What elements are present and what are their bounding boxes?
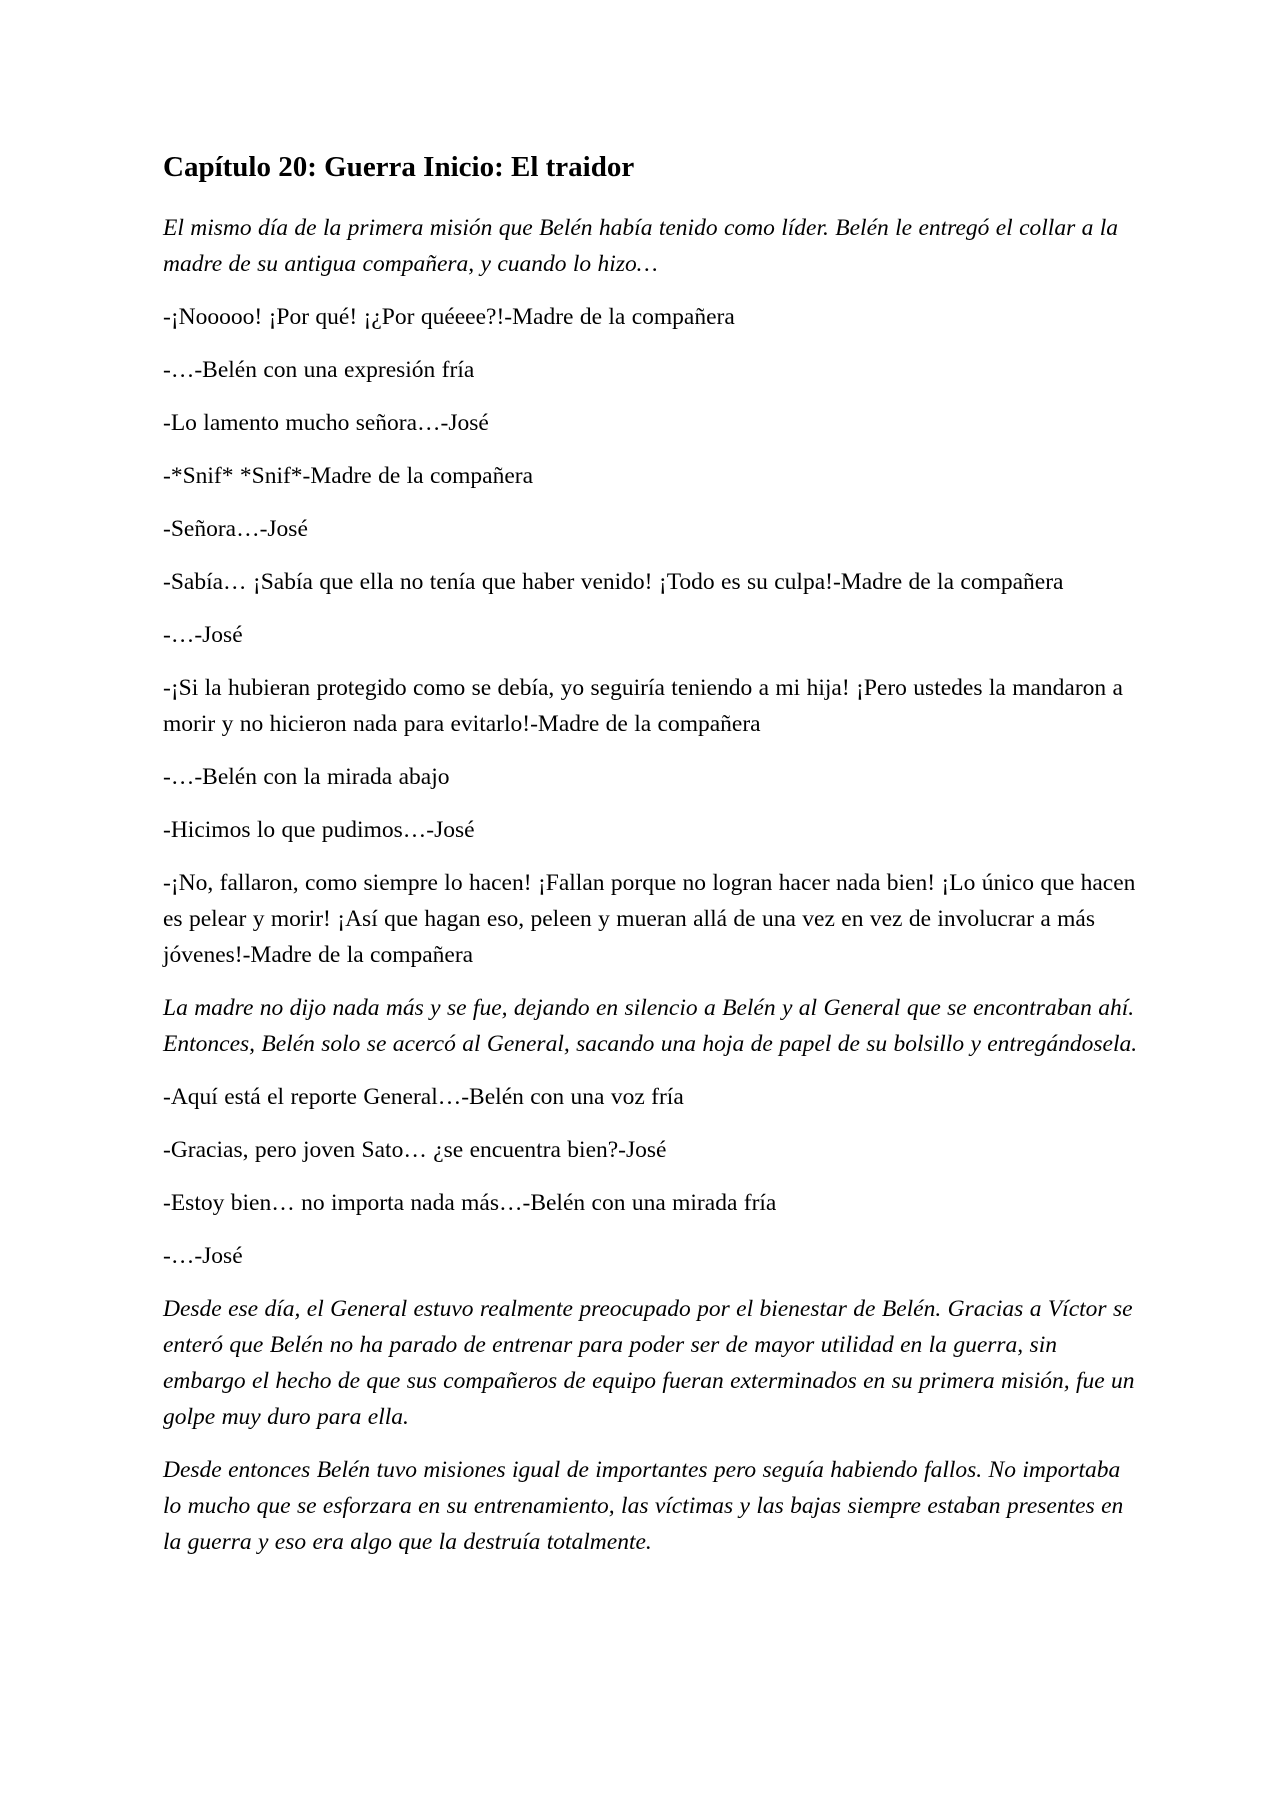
- paragraph: -¡Si la hubieran protegido como se debía, yo seguiría teniendo a mi hija! ¡Pero ustedes la mandaron a morir y no hicieron nada para evitarlo!-Madre de la compañera: [163, 675, 1123, 737]
- chapter-title: Capítulo 20: Guerra Inicio: El traidor: [163, 151, 635, 183]
- paragraph: -…-José: [163, 1243, 243, 1269]
- paragraph: El mismo día de la primera misión que Belén había tenido como líder. Belén le entregó el collar a la madre de su antigua compañera, y cuando lo hizo…: [163, 215, 1118, 277]
- paragraph: -Hicimos lo que pudimos…-José: [163, 817, 475, 843]
- paragraph: Desde entonces Belén tuvo misiones igual de importantes pero seguía habiendo fallos. No importaba lo mucho que se esforzara en su entrenamiento, las víctimas y las bajas siempre estaban presentes en la guerra y eso era algo que la destruía totalmente.: [163, 1457, 1124, 1555]
- paragraph: -Gracias, pero joven Sato… ¿se encuentra bien?-José: [163, 1137, 667, 1163]
- document-body: [163, 210, 1138, 1560]
- paragraph: Desde ese día, el General estuvo realmente preocupado por el bienestar de Belén. Gracias a Víctor se enteró que Belén no ha parado de entrenar para poder ser de mayor utilidad en la guerra, sin embargo el hecho de que sus compañeros de equipo fueran exterminados en su primera misión, fue un golpe muy duro para ella.: [163, 1296, 1135, 1430]
- paragraph: -Sabía… ¡Sabía que ella no tenía que haber venido! ¡Todo es su culpa!-Madre de la compañera: [163, 569, 1064, 595]
- paragraph: -Aquí está el reporte General…-Belén con una voz fría: [163, 1084, 684, 1110]
- paragraph: -¡Nooooo! ¡Por qué! ¡¿Por quéeee?!-Madre de la compañera: [163, 304, 735, 330]
- paragraph: -Lo lamento mucho señora…-José: [163, 410, 489, 436]
- paragraph: -…-Belén con una expresión fría: [163, 357, 475, 383]
- paragraph: -Estoy bien… no importa nada más…-Belén con una mirada fría: [163, 1190, 777, 1216]
- paragraph: -*Snif* *Snif*-Madre de la compañera: [163, 463, 534, 489]
- paragraph: -Señora…-José: [163, 516, 308, 542]
- paragraph: La madre no dijo nada más y se fue, dejando en silencio a Belén y al General que se encontraban ahí. Entonces, Belén solo se acercó al General, sacando una hoja de papel de su bolsillo y entregándosela.: [163, 995, 1138, 1057]
- paragraph: -…-Belén con la mirada abajo: [163, 764, 450, 790]
- paragraph: -…-José: [163, 622, 243, 648]
- document-content: [163, 150, 1138, 1577]
- paragraph: -¡No, fallaron, como siempre lo hacen! ¡Fallan porque no logran hacer nada bien! ¡Lo único que hacen es pelear y morir! ¡Así que hagan eso, peleen y mueran allá de una vez en vez de involucrar a más jóvenes!-Madre de la compañera: [163, 870, 1136, 968]
